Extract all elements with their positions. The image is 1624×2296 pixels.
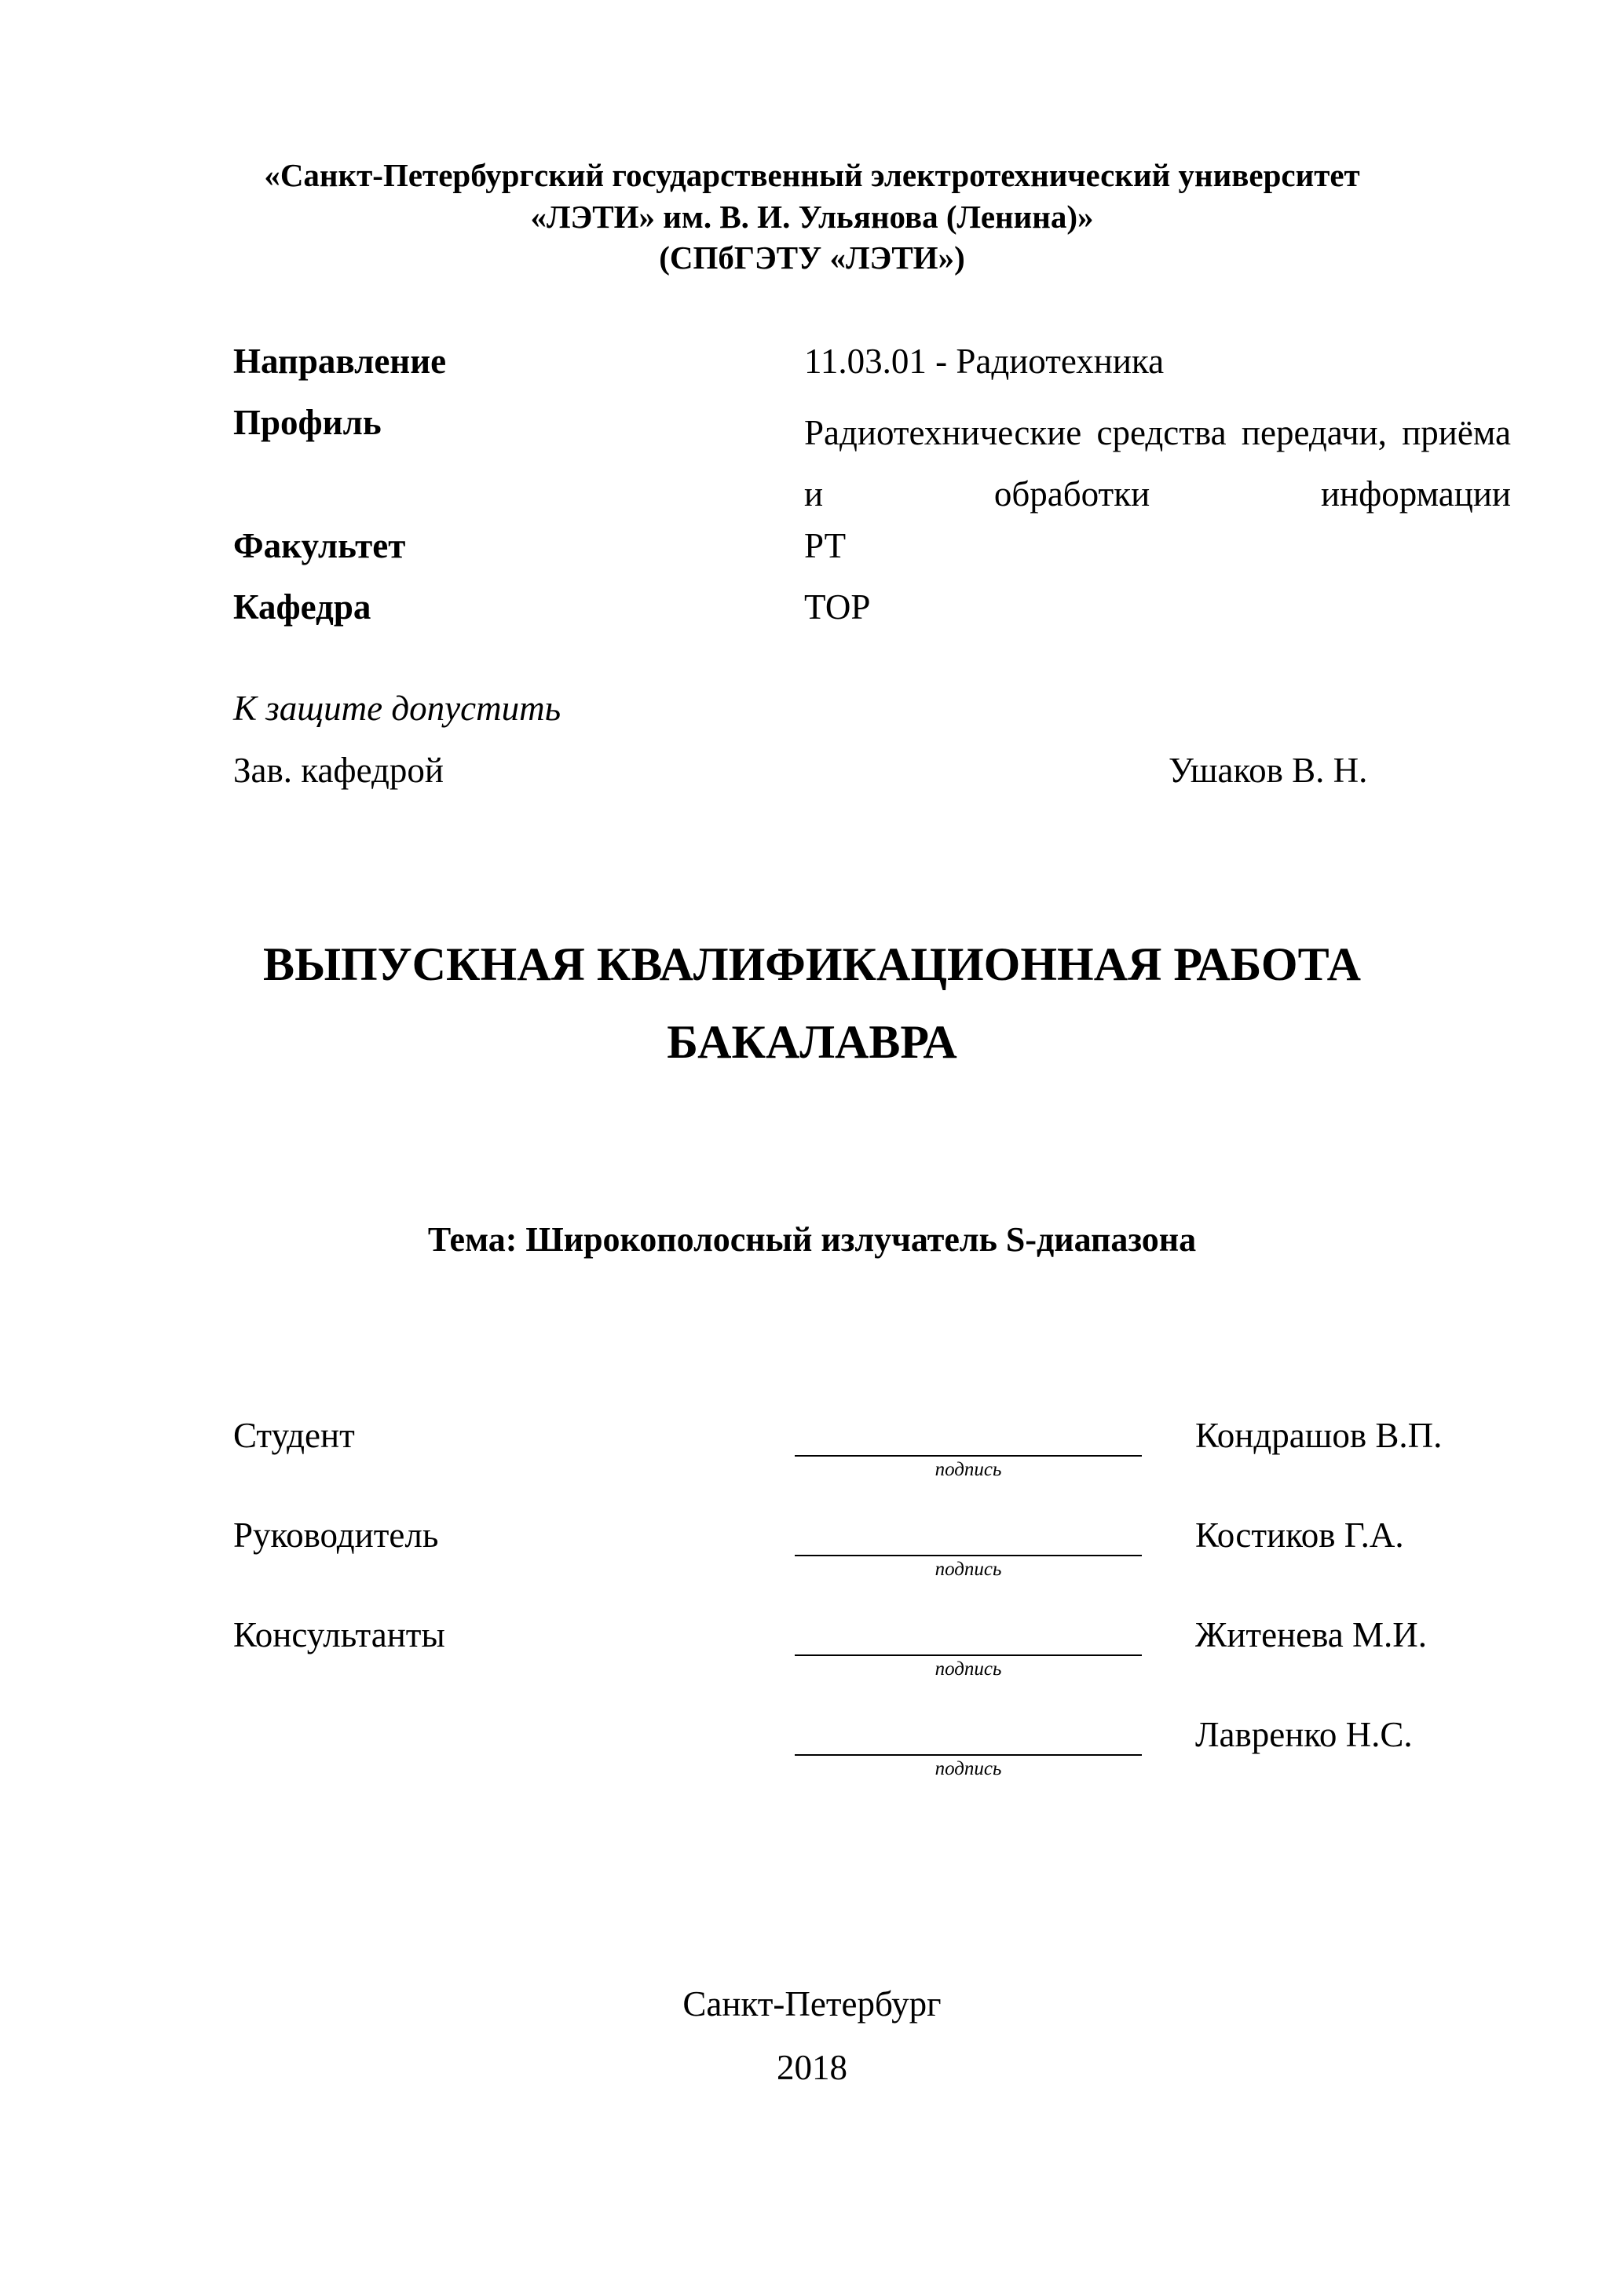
signature-line — [795, 1654, 1142, 1656]
work-topic: Тема: Широкополосный излучатель S-диапазона — [427, 1220, 1197, 1259]
faculty-label: Факультет — [233, 526, 406, 565]
direction-value: 11.03.01 - Радиотехника — [804, 342, 1165, 381]
admission-heading: К защите допустить — [233, 689, 561, 728]
profile-label: Профиль — [233, 403, 382, 442]
signature-role: Руководитель — [233, 1515, 439, 1555]
direction-label: Направление — [233, 342, 447, 381]
work-title-line-2: БАКАЛАВРА — [667, 1016, 957, 1068]
signature-name: Костиков Г.А. — [1195, 1515, 1404, 1555]
department-value: ТОР — [804, 587, 871, 627]
signature-caption: подпись — [935, 1559, 1002, 1580]
profile-value: Радиотехнические средства передачи, приёма и обработки информации — [804, 413, 1511, 514]
signature-name: Житенева М.И. — [1195, 1615, 1427, 1654]
signature-line — [795, 1455, 1142, 1457]
footer-city: Санкт-Петербург — [682, 1984, 942, 2024]
department-head-name: Ушаков В. Н. — [1169, 751, 1368, 790]
faculty-value: РТ — [804, 526, 847, 565]
department-label: Кафедра — [233, 587, 371, 627]
signature-caption: подпись — [935, 1459, 1002, 1480]
signature-caption: подпись — [935, 1758, 1002, 1779]
signature-name: Кондрашов В.П. — [1195, 1416, 1443, 1455]
department-head-label: Зав. кафедрой — [233, 751, 444, 790]
signature-line — [795, 1754, 1142, 1756]
work-title-line-1: ВЫПУСКНАЯ КВАЛИФИКАЦИОННАЯ РАБОТА — [263, 938, 1361, 990]
university-abbreviation: (СПбГЭТУ «ЛЭТИ») — [659, 239, 965, 276]
signature-role: Студент — [233, 1416, 355, 1455]
signature-name: Лавренко Н.С. — [1195, 1715, 1413, 1754]
university-name-line-2: «ЛЭТИ» им. В. И. Ульянова (Ленина)» — [530, 199, 1094, 235]
signature-role: Консультанты — [233, 1615, 445, 1654]
signature-line — [795, 1555, 1142, 1556]
university-name-line-1: «Санкт-Петербургский государственный электротехнический университет — [264, 157, 1360, 193]
signature-caption: подпись — [935, 1658, 1002, 1680]
footer-year: 2018 — [777, 2048, 847, 2087]
